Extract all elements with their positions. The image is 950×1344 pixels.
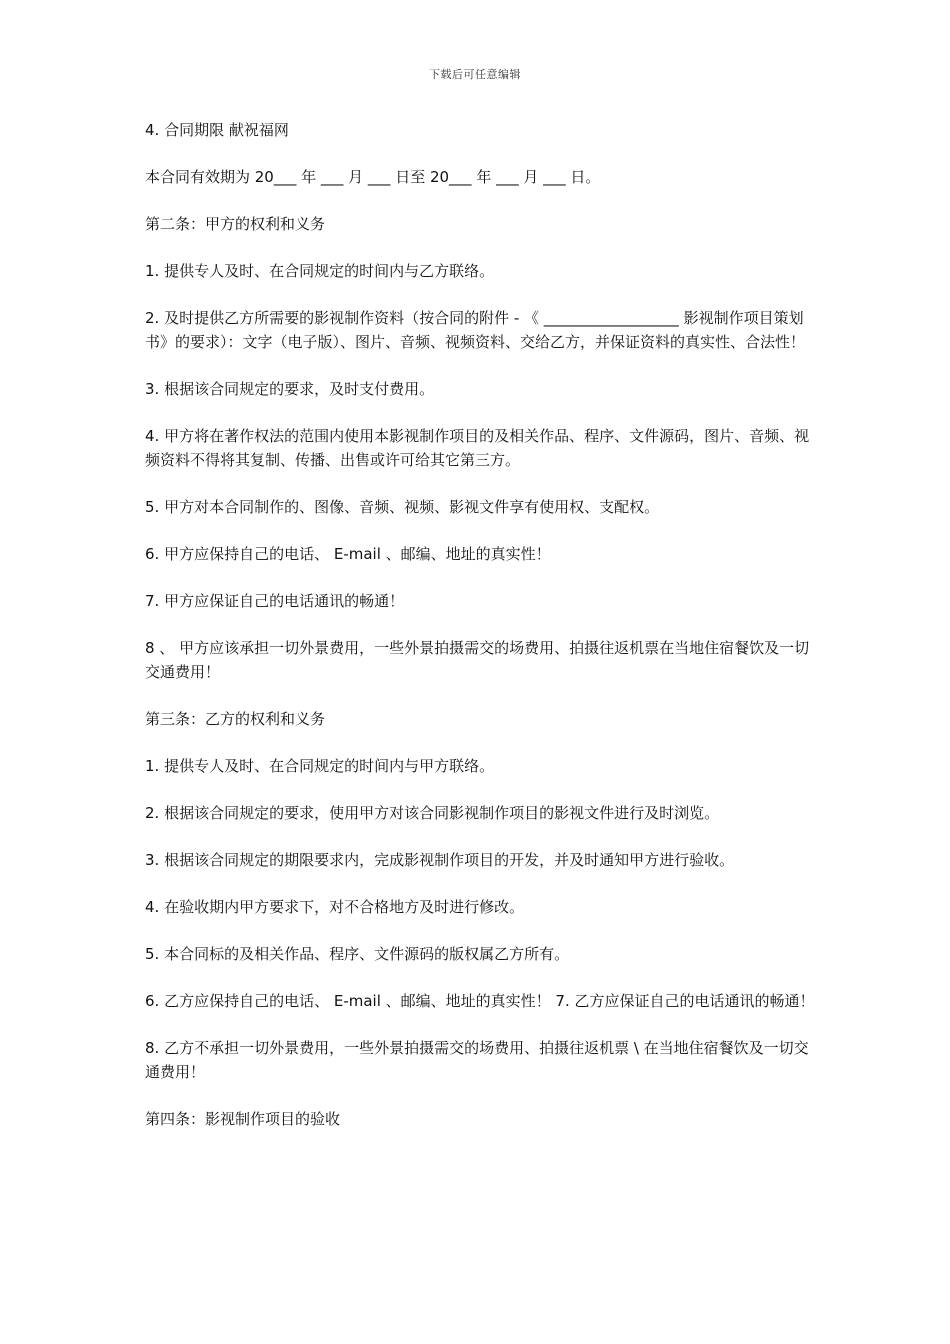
page-header: 下载后可任意编辑 [429,68,521,81]
article-4-heading: 第四条：影视制作项目的验收 [145,1110,341,1128]
party-a-item-1: 1. 提供专人及时、在合同规定的时间内与乙方联络。 [145,262,495,280]
party-a-item-6: 6. 甲方应保持自己的电话、 E-mail 、邮编、地址的真实性！ [145,545,551,563]
party-b-item-3: 3. 根据该合同规定的期限要求内，完成影视制作项目的开发，并及时通知甲方进行验收。 [145,851,735,869]
party-b-item-6-7: 6. 乙方应保持自己的电话、 E-mail 、邮编、地址的真实性！ 7. 乙方应保证自己的电话通讯的畅通！ [145,992,815,1010]
party-b-item-5: 5. 本合同标的及相关作品、程序、文件源码的版权属乙方所有。 [145,945,570,963]
document-body [145,118,815,1154]
contract-term-heading: 4. 合同期限 献祝福网 [145,121,289,139]
party-a-item-7: 7. 甲方应保证自己的电话通讯的畅通！ [145,592,405,610]
party-b-item-1: 1. 提供专人及时、在合同规定的时间内与甲方联络。 [145,757,495,775]
party-a-item-2: 2. 及时提供乙方所需要的影视制作资料（按合同的附件 - 《 __________________ 影视制作项目策划书》的要求）：文字（电子版）、图片、音频、视频资料、交给乙方，并保证资料的真实性、合法性！ [145,309,806,351]
article-3-heading: 第三条：乙方的权利和义务 [145,710,326,728]
party-b-item-4: 4. 在验收期内甲方要求下，对不合格地方及时进行修改。 [145,898,525,916]
party-a-item-3: 3. 根据该合同规定的要求，及时支付费用。 [145,380,435,398]
party-b-item-2: 2. 根据该合同规定的要求，使用甲方对该合同影视制作项目的影视文件进行及时浏览。 [145,804,720,822]
party-b-item-8: 8. 乙方不承担一切外景费用，一些外景拍摄需交的场费用、拍摄往返机票 \ 在当地住宿餐饮及一切交通费用！ [145,1039,809,1081]
party-a-item-5: 5. 甲方对本合同制作的、图像、音频、视频、影视文件享有使用权、支配权。 [145,498,660,516]
article-2-heading: 第二条：甲方的权利和义务 [145,215,326,233]
validity-period: 本合同有效期为 20___ 年 ___ 月 ___ 日至 20___ 年 ___ 月 ___ 日。 [145,168,601,186]
party-a-item-4: 4. 甲方将在著作权法的范围内使用本影视制作项目的及相关作品、程序、文件源码，图片、音频、视频资料不得将其复制、传播、出售或许可给其它第三方。 [145,427,810,469]
party-a-item-8: 8 、 甲方应该承担一切外景费用，一些外景拍摄需交的场费用、拍摄往返机票在当地住宿餐饮及一切交通费用！ [145,639,810,681]
